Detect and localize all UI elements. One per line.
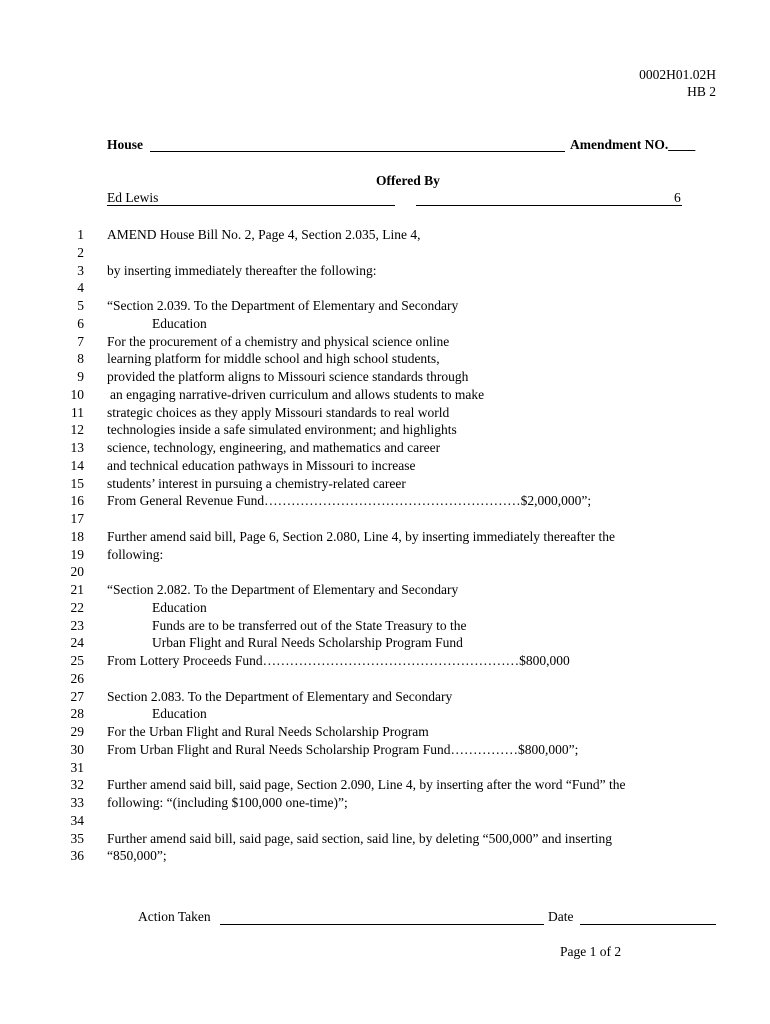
line-number: 6 [77,315,84,331]
line-number: 5 [77,298,84,313]
line-number: 29 [70,724,84,739]
line-number: 34 [70,812,84,828]
line-text: For the procurement of a chemistry and physical science online [107,333,450,349]
line-text: strategic choices as they apply Missouri standards to real world [107,404,450,420]
line-number: 9 [77,369,84,384]
line-text: From Urban Flight and Rural Needs Scholarship Program Fund……………$800,000”; [107,741,579,757]
line-number: 33 [70,795,84,810]
chamber-underline [150,151,565,152]
line-text: following: [107,546,164,562]
line-text: From Lottery Proceeds Fund…………………………………………………$800,000 [107,653,570,668]
line-text: “Section 2.082. To the Department of Elementary and Secondary [107,582,459,597]
line-number: 21 [70,582,84,597]
line-number: 25 [70,653,84,668]
offered-by-label: Offered By [376,173,440,188]
district-underline [416,205,682,206]
action-taken-label: Action Taken [138,909,211,924]
line-number: 20 [70,564,84,580]
line-number: 19 [70,546,84,562]
line-number: 15 [70,475,84,491]
line-number: 17 [70,511,84,526]
action-taken-underline [220,924,544,925]
line-number: 26 [70,670,84,686]
line-text: technologies inside a safe simulated environment; and highlights [107,422,457,438]
line-number: 10 [70,386,84,402]
line-text: “850,000”; [107,848,167,864]
line-number: 14 [70,457,84,473]
line-text: provided the platform aligns to Missouri science standards through [107,369,469,384]
line-text: students’ interest in pursuing a chemistry-related career [107,475,406,491]
amendment-number-label: Amendment NO.____ [570,137,696,152]
line-number: 13 [70,440,84,455]
line-number: 4 [77,280,84,296]
line-number: 22 [70,599,84,615]
line-number: 7 [77,333,84,349]
line-text: Further amend said bill, Page 6, Section 2.080, Line 4, by inserting immediately thereafter the [107,528,615,544]
line-number: 12 [70,422,84,438]
line-number: 24 [70,635,84,651]
line-text: Education [152,315,207,331]
chamber-label: House [107,137,144,152]
line-text: science, technology, engineering, and mathematics and career [107,440,441,455]
document-code: 0002H01.02H [639,67,716,82]
date-label: Date [548,909,574,924]
line-text: an engaging narrative-driven curriculum and allows students to make [110,386,485,402]
line-number: 27 [70,688,84,704]
line-text: From General Revenue Fund…………………………………………………$2,000,000”; [107,493,592,509]
line-text: Education [152,599,207,615]
line-number: 8 [77,351,84,367]
line-text: Urban Flight and Rural Needs Scholarship Program Fund [152,635,463,651]
line-text: following: “(including $100,000 one-time)”; [107,795,348,810]
line-text: learning platform for middle school and high school students, [107,351,440,367]
line-text: Education [152,706,207,722]
line-number: 23 [70,617,84,633]
line-text: Further amend said bill, said page, Section 2.090, Line 4, by inserting after the word “Fund” the [107,777,626,793]
bill-number: HB 2 [687,84,716,99]
line-number: 31 [70,759,84,775]
line-number: 11 [71,404,84,420]
line-number: 35 [70,830,84,846]
line-number: 1 [77,227,84,242]
line-number: 16 [70,493,84,509]
district-number: 6 [674,190,681,205]
line-text: and technical education pathways in Missouri to increase [107,457,416,473]
page-number: Page 1 of 2 [560,944,622,959]
line-number: 28 [70,706,84,722]
line-text: For the Urban Flight and Rural Needs Scholarship Program [107,724,429,739]
line-text: “Section 2.039. To the Department of Elementary and Secondary [107,298,459,313]
line-number: 32 [70,777,84,793]
line-number: 30 [70,741,84,757]
line-text: Section 2.083. To the Department of Elementary and Secondary [107,688,453,704]
line-number: 36 [70,848,84,864]
sponsor-underline [107,205,395,206]
line-text: by inserting immediately thereafter the following: [107,262,377,278]
line-text: Further amend said bill, said page, said section, said line, by deleting “500,000” and inserting [107,830,613,846]
line-text: Funds are to be transferred out of the State Treasury to the [152,617,467,633]
date-underline [580,924,716,925]
line-number: 3 [77,262,84,278]
line-number: 2 [77,244,84,260]
line-text: AMEND House Bill No. 2, Page 4, Section 2.035, Line 4, [107,227,421,242]
sponsor-name: Ed Lewis [107,190,159,205]
line-number: 18 [70,528,84,544]
